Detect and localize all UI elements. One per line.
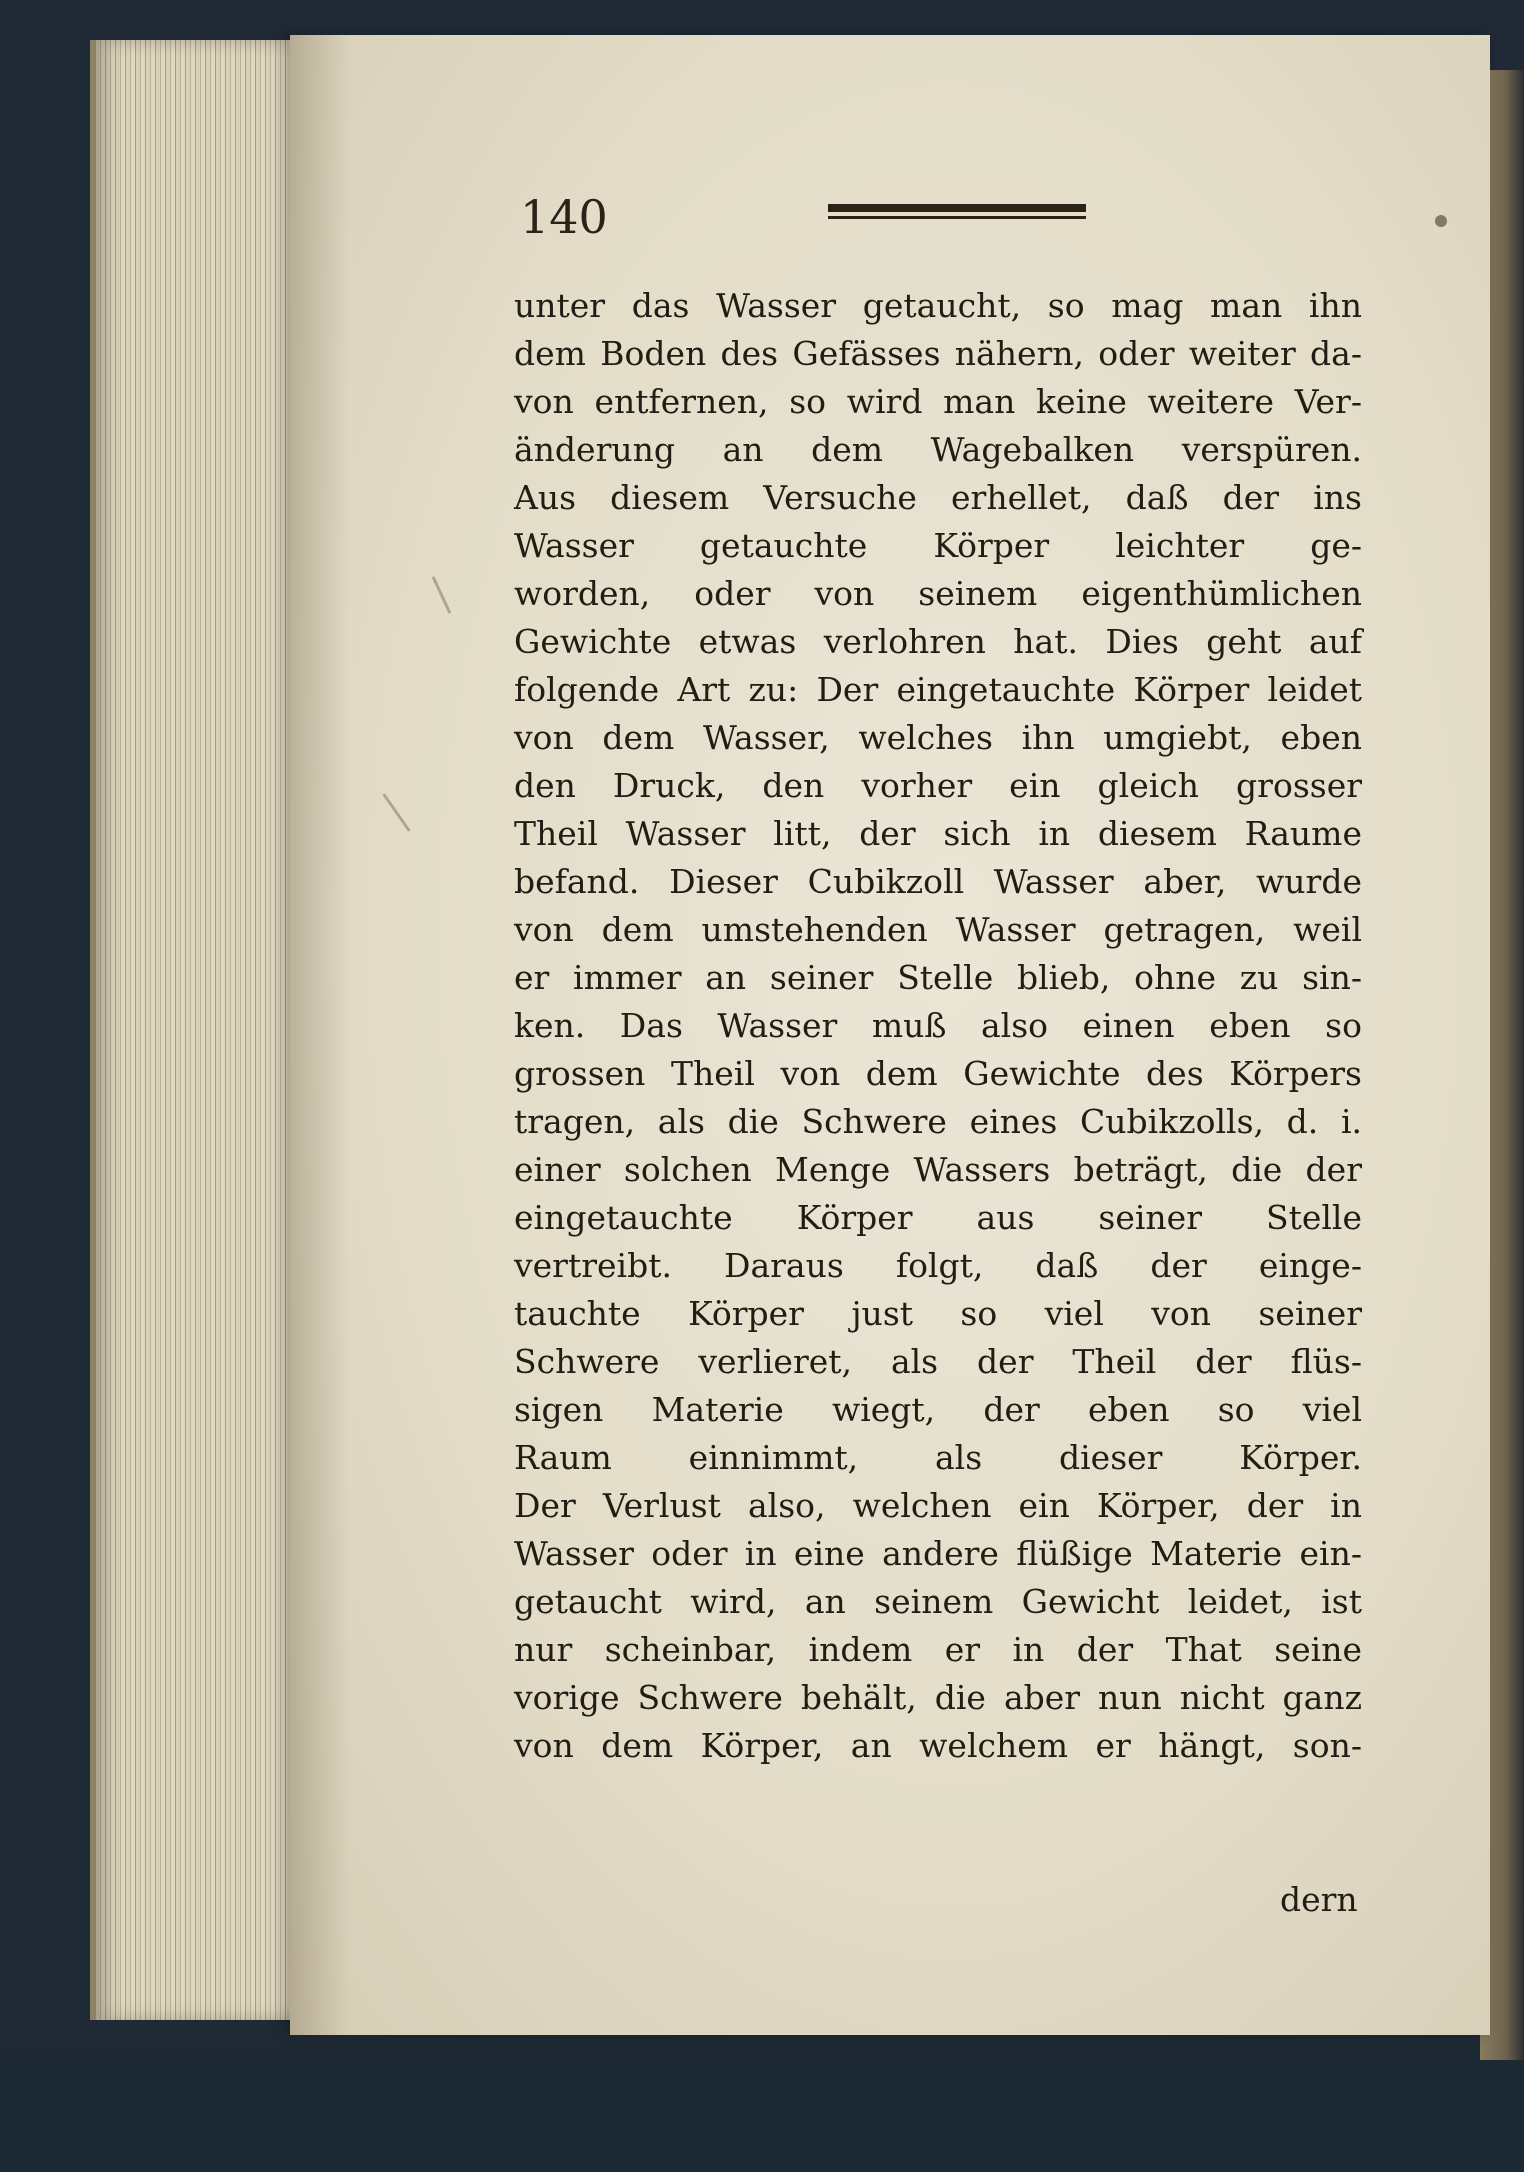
text-line: Schwere verlieret, als der Theil der flüs- <box>514 1342 1362 1381</box>
text-line: grossen Theil von dem Gewichte des Körpers <box>514 1054 1362 1093</box>
text-line: änderung an dem Wagebalken verspüren. <box>514 430 1362 469</box>
text-line: Wasser getauchte Körper leichter ge- <box>514 526 1362 565</box>
text-line: Gewichte etwas verlohren hat. Dies geht auf <box>514 622 1362 661</box>
text-line: Der Verlust also, welchen ein Körper, der in <box>514 1486 1362 1525</box>
text-line: vertreibt. Daraus folgt, daß der einge- <box>514 1246 1362 1285</box>
scan-bottom-background <box>0 2050 1524 2172</box>
page-number: 140 <box>520 190 608 244</box>
header-rule-thin <box>828 216 1086 219</box>
text-line: unter das Wasser getaucht, so mag man ihn <box>514 286 1362 325</box>
text-line: befand. Dieser Cubikzoll Wasser aber, wurde <box>514 862 1362 901</box>
text-line: Aus diesem Versuche erhellet, daß der ins <box>514 478 1362 517</box>
text-line: folgende Art zu: Der eingetauchte Körper leidet <box>514 670 1362 709</box>
text-line: er immer an seiner Stelle blieb, ohne zu sin- <box>514 958 1362 997</box>
book-page-edges <box>90 40 311 2020</box>
text-line: nur scheinbar, indem er in der That seine <box>514 1630 1362 1669</box>
text-line: von entfernen, so wird man keine weitere Ver- <box>514 382 1362 421</box>
text-line: sigen Materie wiegt, der eben so viel <box>514 1390 1362 1429</box>
text-line: von dem umstehenden Wasser getragen, weil <box>514 910 1362 949</box>
text-line: vorige Schwere behält, die aber nun nicht ganz <box>514 1678 1362 1717</box>
gutter-shadow <box>290 35 350 2035</box>
text-line: einer solchen Menge Wassers beträgt, die der <box>514 1150 1362 1189</box>
header-rule <box>828 204 1086 222</box>
text-line: tauchte Körper just so viel von seiner <box>514 1294 1362 1333</box>
text-line: ken. Das Wasser muß also einen eben so <box>514 1006 1362 1045</box>
body-text <box>514 282 1362 1770</box>
text-line: dem Boden des Gefässes nähern, oder weiter da- <box>514 334 1362 373</box>
text-line: worden, oder von seinem eigenthümlichen <box>514 574 1362 613</box>
page-spot <box>1435 215 1447 227</box>
text-line: den Druck, den vorher ein gleich grosser <box>514 766 1362 805</box>
text-line: eingetauchte Körper aus seiner Stelle <box>514 1198 1362 1237</box>
text-line: von dem Wasser, welches ihn umgiebt, eben <box>514 718 1362 757</box>
text-line: Raum einnimmt, als dieser Körper. <box>514 1438 1362 1477</box>
catchword: dern <box>1280 1880 1358 1919</box>
header-rule-thick <box>828 204 1086 212</box>
text-line: getaucht wird, an seinem Gewicht leidet, ist <box>514 1582 1362 1621</box>
text-line: Theil Wasser litt, der sich in diesem Raume <box>514 814 1362 853</box>
text-line: tragen, als die Schwere eines Cubikzolls, d. i. <box>514 1102 1362 1141</box>
text-line: Wasser oder in eine andere flüßige Materie ein- <box>514 1534 1362 1573</box>
text-line: von dem Körper, an welchem er hängt, son- <box>514 1726 1362 1765</box>
